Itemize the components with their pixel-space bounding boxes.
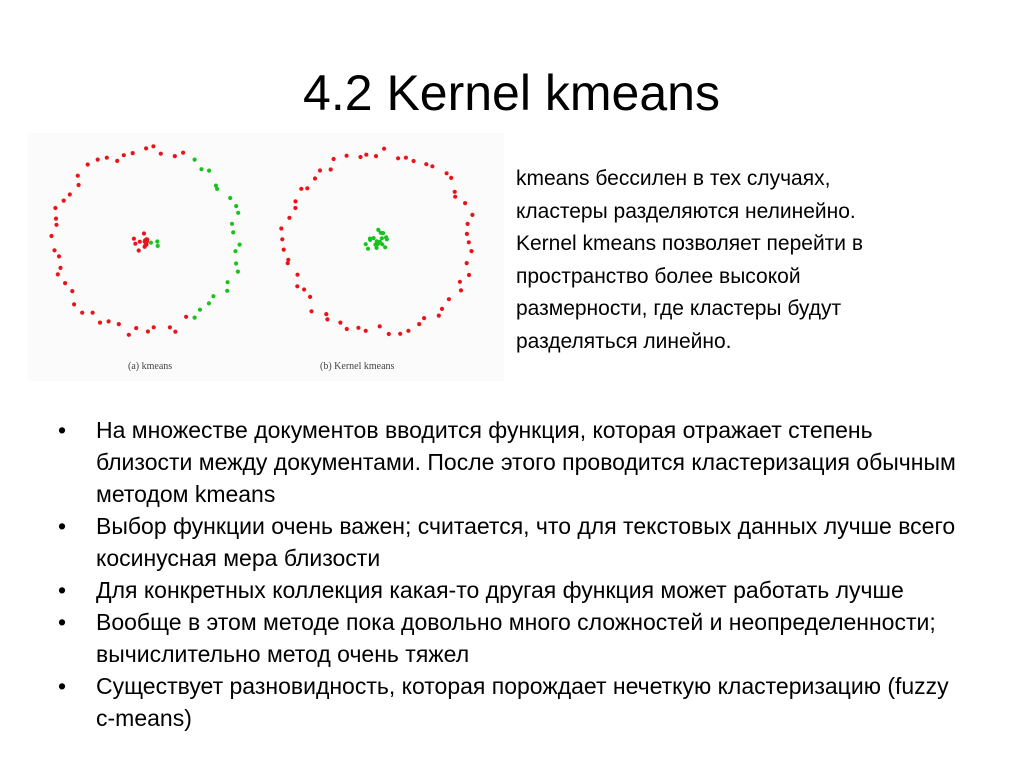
scatter-point xyxy=(295,284,299,288)
scatter-point xyxy=(325,317,329,321)
scatter-point xyxy=(364,329,368,333)
scatter-point xyxy=(382,147,386,151)
scatter-point xyxy=(424,162,428,166)
scatter-point xyxy=(207,301,211,305)
scatter-point xyxy=(422,316,426,320)
scatter-point xyxy=(236,270,240,274)
bullet-item xyxy=(58,414,958,510)
panel-kernel-kmeans xyxy=(279,147,474,337)
scatter-point xyxy=(96,158,100,162)
scatter-point xyxy=(143,243,147,247)
scatter-point xyxy=(458,280,462,284)
scatter-plots xyxy=(28,133,504,381)
scatter-point xyxy=(470,213,474,217)
scatter-point xyxy=(228,196,232,200)
scatter-point xyxy=(449,176,453,180)
scatter-point xyxy=(412,159,416,163)
side-description: kmeans бессилен в тех случаях, кластеры разделяются нелинейно. Kernel kmeans позволяет перейти в пространство более высокой размерности, где кластеры будут разделяться линейно. xyxy=(516,167,864,353)
scatter-point xyxy=(134,326,138,330)
scatter-point xyxy=(437,314,441,318)
scatter-point xyxy=(231,230,235,234)
scatter-point xyxy=(465,232,469,236)
scatter-point xyxy=(236,211,240,215)
scatter-point xyxy=(76,174,80,178)
bullet-text: Выбор функции очень важен; считается, что для текстовых данных лучше всего косинусная мера близости xyxy=(96,513,956,571)
scatter-point xyxy=(467,240,471,244)
scatter-point xyxy=(404,156,408,160)
bullet-item xyxy=(58,606,958,670)
bullet-text: На множестве документов вводится функция, которая отражает степень близости между документами. После этого проводится кластеризация обычным методом kmeans xyxy=(96,417,956,507)
scatter-point xyxy=(286,258,290,262)
scatter-point xyxy=(299,187,303,191)
scatter-point xyxy=(122,153,126,157)
scatter-point xyxy=(430,164,434,168)
scatter-point xyxy=(313,176,317,180)
scatter-point xyxy=(198,308,202,312)
scatter-point xyxy=(358,155,362,159)
scatter-point xyxy=(115,159,119,163)
scatter-point xyxy=(467,273,471,277)
scatter-point xyxy=(295,273,299,277)
scatter-point xyxy=(338,321,342,325)
scatter-point xyxy=(302,287,306,291)
scatter-point xyxy=(293,199,297,203)
bullet-icon: • xyxy=(58,417,67,443)
scatter-point xyxy=(54,223,58,227)
scatter-point xyxy=(181,151,185,155)
scatter-point xyxy=(133,242,137,246)
scatter-point xyxy=(366,247,370,251)
bullet-item xyxy=(58,670,958,734)
scatter-point xyxy=(159,152,163,156)
scatter-point xyxy=(137,248,141,252)
scatter-point xyxy=(49,234,53,238)
scatter-point xyxy=(68,192,72,196)
scatter-point xyxy=(465,261,469,265)
scatter-point xyxy=(398,332,402,336)
scatter-point xyxy=(77,183,81,187)
bullet-list xyxy=(58,414,958,734)
scatter-point xyxy=(72,302,76,306)
bullet-text: Для конкретных коллекция какая-то другая функция может работать лучше xyxy=(96,577,904,603)
scatter-point xyxy=(193,158,197,162)
scatter-point xyxy=(447,297,451,301)
scatter-point xyxy=(193,316,197,320)
scatter-point xyxy=(469,249,473,253)
scatter-point xyxy=(280,237,284,241)
scatter-point xyxy=(308,295,312,299)
scatter-point xyxy=(149,241,153,245)
scatter-point xyxy=(234,261,238,265)
bullet-icon: • xyxy=(58,609,67,635)
scatter-point xyxy=(215,187,219,191)
scatter-point xyxy=(53,206,57,210)
scatter-point xyxy=(364,153,368,157)
caption-kmeans: (a) kmeans xyxy=(128,361,173,372)
scatter-point xyxy=(107,319,111,323)
scatter-point xyxy=(459,288,463,292)
scatter-point xyxy=(144,146,148,150)
scatter-point xyxy=(57,254,61,258)
scatter-point xyxy=(372,236,376,240)
scatter-point xyxy=(230,222,234,226)
scatter-point xyxy=(440,307,444,311)
scatter-point xyxy=(378,324,382,328)
scatter-point xyxy=(63,281,67,285)
scatter-point xyxy=(453,195,457,199)
scatter-point xyxy=(127,333,131,337)
scatter-point xyxy=(225,289,229,293)
scatter-point xyxy=(151,144,155,148)
scatter-point xyxy=(356,326,360,330)
scatter-point xyxy=(345,154,349,158)
scatter-point xyxy=(376,242,380,246)
scatter-point xyxy=(293,206,297,210)
scatter-point xyxy=(168,325,172,329)
scatter-point xyxy=(374,154,378,158)
bullet-text: Существует разновидность, которая порождает нечеткую кластеризацию (fuzzy c-means) xyxy=(96,673,949,731)
scatter-point xyxy=(105,156,109,160)
scatter-point xyxy=(173,330,177,334)
panel-kmeans xyxy=(49,144,241,337)
scatter-point xyxy=(199,167,203,171)
scatter-point xyxy=(309,309,313,313)
scatter-point xyxy=(54,217,58,221)
scatter-point xyxy=(380,236,384,240)
scatter-point xyxy=(52,248,56,252)
scatter-point xyxy=(329,167,333,171)
scatter-point xyxy=(282,248,286,252)
scatter-point xyxy=(80,311,84,315)
scatter-point xyxy=(385,237,389,241)
scatter-point xyxy=(305,186,309,190)
kmeans-comparison-figure xyxy=(28,133,504,381)
scatter-point xyxy=(117,322,121,326)
scatter-point xyxy=(152,325,156,329)
scatter-point xyxy=(376,228,380,232)
scatter-point xyxy=(364,242,368,246)
scatter-point xyxy=(406,329,410,333)
scatter-point xyxy=(233,249,237,253)
scatter-point xyxy=(445,171,449,175)
scatter-point xyxy=(146,329,150,333)
scatter-point xyxy=(184,315,188,319)
bullet-icon: • xyxy=(58,577,67,603)
caption-kernel-kmeans: (b) Kernel kmeans xyxy=(320,361,395,372)
scatter-point xyxy=(287,216,291,220)
scatter-point xyxy=(91,311,95,315)
scatter-point xyxy=(70,289,74,293)
scatter-point xyxy=(58,266,62,270)
scatter-point xyxy=(238,243,242,247)
scatter-point xyxy=(131,151,135,155)
scatter-point xyxy=(383,245,387,249)
scatter-point xyxy=(56,272,60,276)
scatter-point xyxy=(381,231,385,235)
scatter-point xyxy=(332,157,336,161)
scatter-point xyxy=(324,312,328,316)
scatter-point xyxy=(417,322,421,326)
scatter-point xyxy=(132,237,136,241)
scatter-point xyxy=(318,168,322,172)
scatter-point xyxy=(155,239,159,243)
scatter-point xyxy=(142,231,146,235)
scatter-point xyxy=(86,162,90,166)
scatter-point xyxy=(98,321,102,325)
scatter-point xyxy=(463,201,467,205)
slide-title: 4.2 Kernel kmeans xyxy=(303,65,720,121)
scatter-point xyxy=(138,240,142,244)
scatter-point xyxy=(173,154,177,158)
bullet-item xyxy=(58,510,958,574)
scatter-point xyxy=(145,239,149,243)
scatter-point xyxy=(453,190,457,194)
bullet-item xyxy=(58,574,958,606)
bullet-icon: • xyxy=(58,513,67,539)
scatter-point xyxy=(62,199,66,203)
scatter-point xyxy=(226,280,230,284)
scatter-point xyxy=(156,244,160,248)
scatter-point xyxy=(466,222,470,226)
scatter-point xyxy=(396,156,400,160)
scatter-point xyxy=(279,226,283,230)
scatter-point xyxy=(207,169,211,173)
scatter-point xyxy=(345,327,349,331)
bullet-text: Вообще в этом методе пока довольно много сложностей и неопределенности; вычислительно метод очень тяжел xyxy=(96,609,936,667)
bullet-icon: • xyxy=(58,673,67,699)
scatter-point xyxy=(211,294,215,298)
scatter-point xyxy=(387,332,391,336)
scatter-point xyxy=(234,204,238,208)
